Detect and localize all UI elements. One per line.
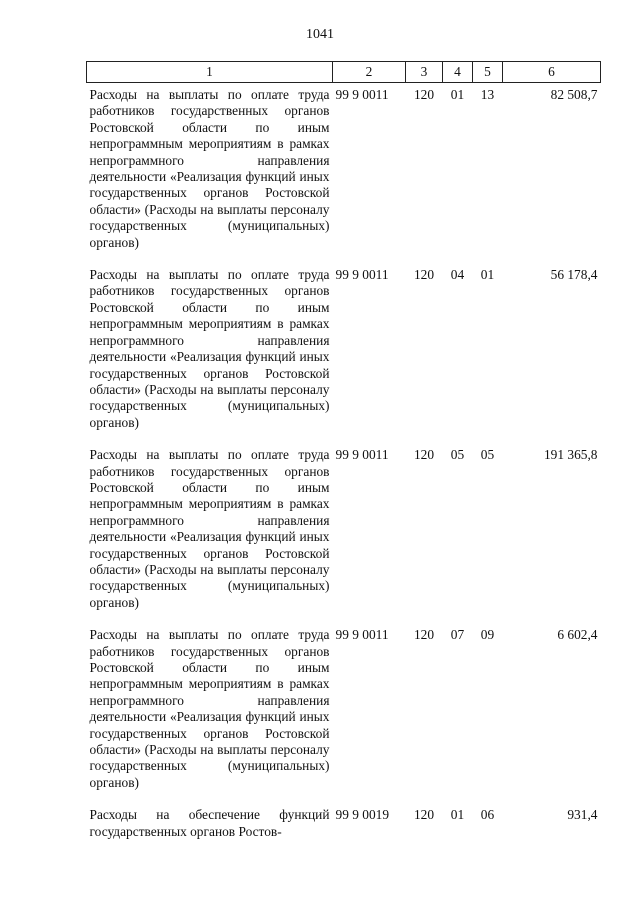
table-row (87, 265, 601, 445)
subsection-code: 06 (480, 807, 495, 823)
expense-description: Расходы на выплаты по оплате труда работников государственных органов Ростовской области по иным непрограммным мероприятиям в рамках непрограммного направления деятельности «Реализация функций иных государственных органов Ростовской области» (Расходы на выплаты персоналу государственных (муниципальных) органов) (89, 627, 330, 790)
subsection-code: 05 (480, 447, 495, 463)
expense-type-code: 120 (413, 267, 435, 283)
amount: 6 602,4 (557, 627, 598, 643)
amount: 82 508,7 (550, 87, 598, 102)
expense-description: Расходы на выплаты по оплате труда работников государственных органов Ростовской области по иным непрограммным мероприятиям в рамках непрограммного направления деятельности «Реализация функций иных государственных органов Ростовской области» (Расходы на выплаты персоналу государственных (муниципальных) органов) (89, 267, 330, 430)
expense-type-code: 120 (413, 627, 435, 643)
expense-type-code: 120 (413, 807, 435, 823)
column-header-3: 3 (406, 62, 443, 83)
subsection-code: 09 (480, 627, 495, 643)
subsection-code: 01 (480, 267, 495, 283)
page-number: 1041 (306, 27, 334, 42)
column-header-4: 4 (443, 62, 473, 83)
subsection-code: 13 (480, 87, 495, 102)
target-article-code: 99 9 0011 (335, 447, 389, 463)
section-code: 07 (450, 627, 465, 643)
section-code: 01 (450, 87, 465, 102)
table-row (87, 445, 601, 625)
target-article-code: 99 9 0011 (335, 267, 389, 283)
amount: 56 178,4 (550, 267, 598, 283)
expense-description: Расходы на выплаты по оплате труда работников государственных органов Ростовской области по иным непрограммным мероприятиям в рамках непрограммного направления деятельности «Реализация функций иных государственных органов Ростовской области» (Расходы на выплаты персоналу государственных (муниципальных) органов) (89, 447, 330, 610)
column-header-6: 6 (503, 62, 601, 83)
expense-type-code: 120 (413, 87, 435, 102)
amount: 931,4 (567, 807, 598, 823)
section-code: 05 (450, 447, 465, 463)
table-row (87, 625, 601, 805)
expense-description: Расходы на обеспечение функций государственных органов Ростов- (89, 807, 330, 839)
column-header-2: 2 (333, 62, 406, 83)
amount: 191 365,8 (543, 447, 598, 463)
target-article-code: 99 9 0011 (335, 87, 389, 102)
expense-description: Расходы на выплаты по оплате труда работников государственных органов Ростовской области по иным непрограммным мероприятиям в рамках непрограммного направления деятельности «Реализация функций иных государственных органов Ростовской области» (Расходы на выплаты персоналу государственных (муниципальных) органов) (89, 87, 330, 250)
section-code: 01 (450, 807, 465, 823)
budget-table (86, 61, 601, 854)
target-article-code: 99 9 0019 (335, 807, 390, 823)
section-code: 04 (450, 267, 465, 283)
expense-type-code: 120 (413, 447, 435, 463)
column-header-1: 1 (87, 62, 333, 83)
table-row (87, 805, 601, 854)
column-header-5: 5 (473, 62, 503, 83)
table-header-row (87, 62, 601, 83)
target-article-code: 99 9 0011 (335, 627, 389, 643)
table-row (87, 83, 601, 266)
